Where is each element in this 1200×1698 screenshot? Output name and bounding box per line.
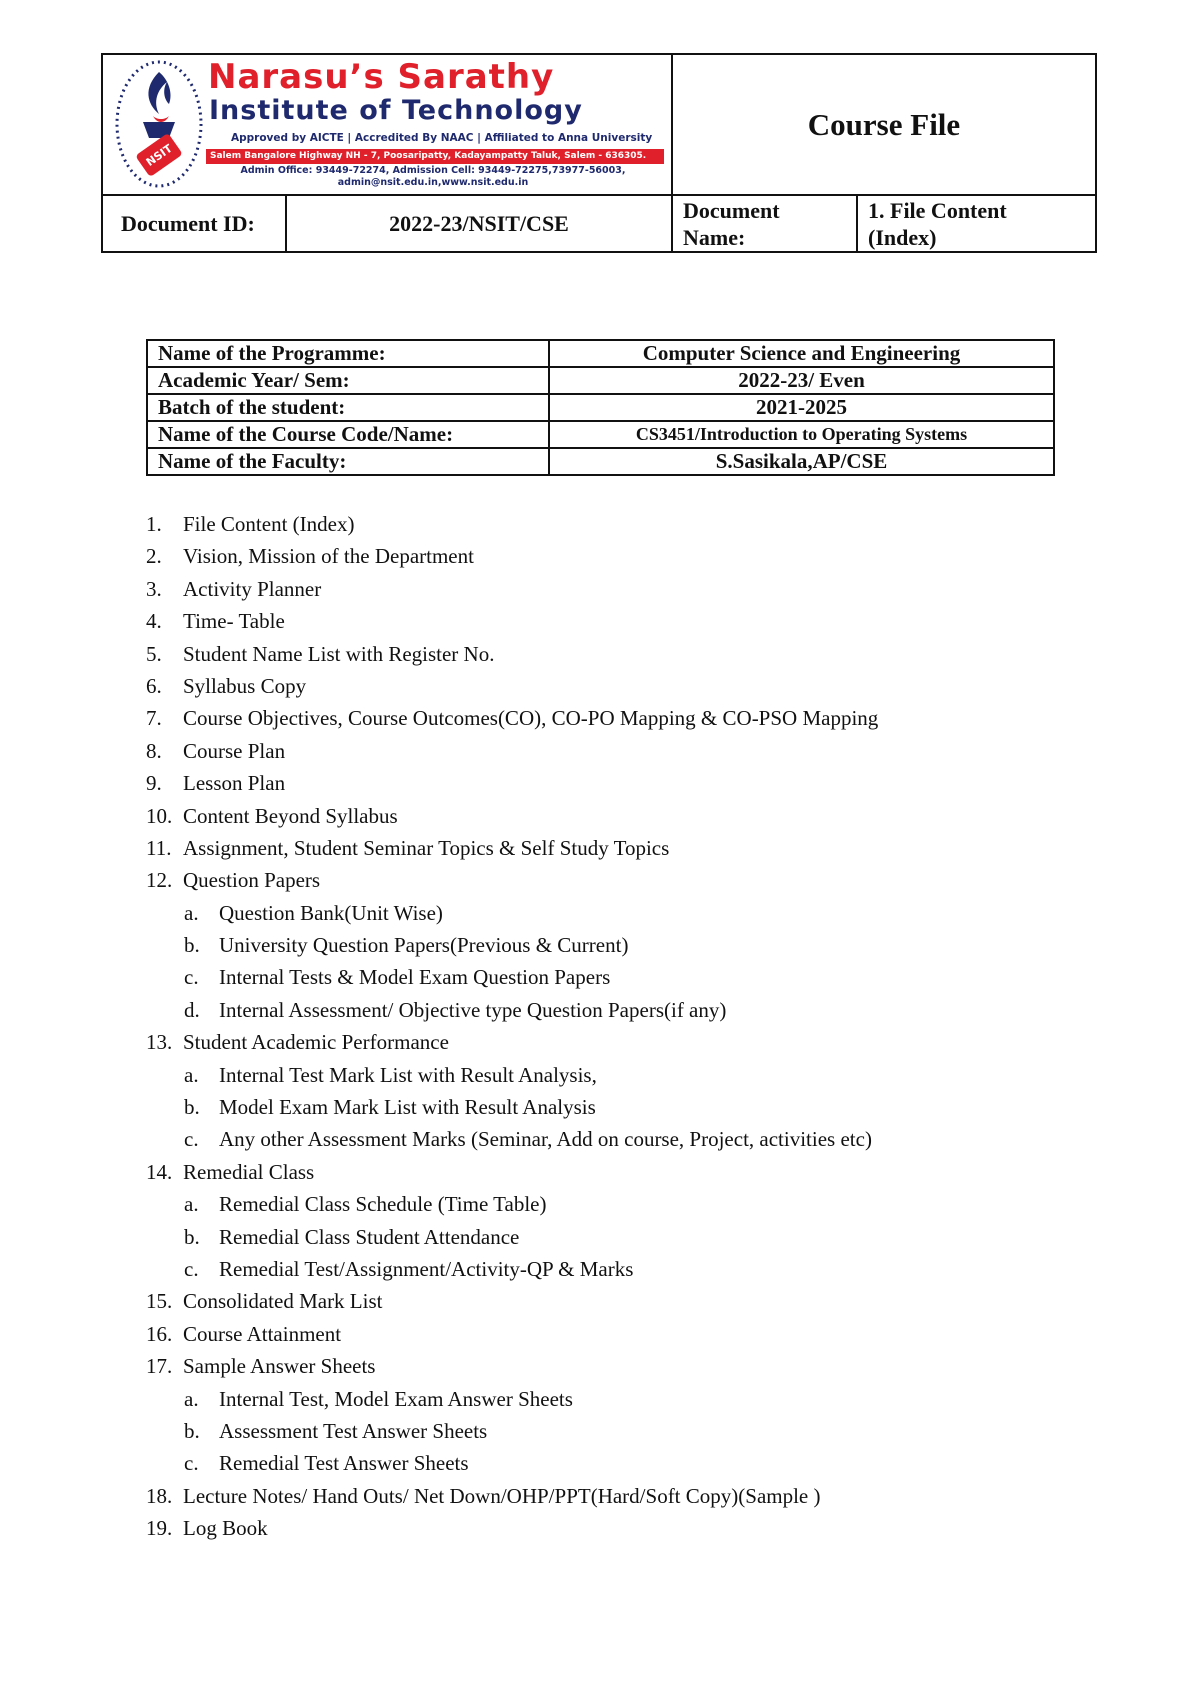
list-item-text: Internal Test, Model Exam Answer Sheets xyxy=(219,1386,573,1411)
list-item xyxy=(146,605,1146,637)
list-item-text: Content Beyond Syllabus xyxy=(183,803,398,828)
list-subitem xyxy=(146,1059,1146,1091)
list-item-number: b. xyxy=(184,1095,200,1120)
list-item xyxy=(146,670,1146,702)
info-row xyxy=(147,340,1054,367)
list-item-number: 19. xyxy=(146,1516,173,1541)
list-item-number: 9. xyxy=(146,771,162,796)
list-subitem xyxy=(146,1221,1146,1253)
list-item xyxy=(146,1480,1146,1512)
list-subitem xyxy=(146,1188,1146,1220)
info-label: Name of the Programme: xyxy=(147,340,549,367)
info-label: Batch of the student: xyxy=(147,394,549,421)
list-item-number: 8. xyxy=(146,738,162,763)
list-item-number: a. xyxy=(184,1386,199,1411)
list-subitem xyxy=(146,929,1146,961)
list-item-number: c. xyxy=(184,1256,199,1281)
info-label: Academic Year/ Sem: xyxy=(147,367,549,394)
list-item xyxy=(146,702,1146,734)
list-item-text: Model Exam Mark List with Result Analysis xyxy=(219,1095,596,1120)
info-value: S.Sasikala,AP/CSE xyxy=(549,448,1054,475)
list-item xyxy=(146,735,1146,767)
list-item xyxy=(146,1285,1146,1317)
list-item-text: Assignment, Student Seminar Topics & Self Study Topics xyxy=(183,835,670,860)
info-row xyxy=(147,394,1054,421)
list-item-number: 15. xyxy=(146,1289,173,1314)
info-row xyxy=(147,367,1054,394)
document-header-table xyxy=(101,53,1097,253)
list-item-text: Internal Tests & Model Exam Question Papers xyxy=(219,965,611,990)
list-item-number: 1. xyxy=(146,512,162,536)
list-item-number: b. xyxy=(184,1224,200,1249)
list-item-text: Course Plan xyxy=(183,738,286,763)
list-item-number: d. xyxy=(184,997,200,1022)
list-subitem xyxy=(146,961,1146,993)
list-item-text: Lecture Notes/ Hand Outs/ Net Down/OHP/PPT(Hard/Soft Copy)(Sample ) xyxy=(183,1483,821,1508)
list-item-number: b. xyxy=(184,1418,200,1443)
list-subitem xyxy=(146,1415,1146,1447)
list-item-text: Consolidated Mark List xyxy=(183,1289,383,1314)
list-item-text: Course Objectives, Course Outcomes(CO), CO-PO Mapping & CO-PSO Mapping xyxy=(183,706,879,731)
institute-address: Salem Bangalore Highway NH - 7, Poosaripatty, Kadayampatty Taluk, Salem - 636305. xyxy=(206,149,664,164)
list-subitem xyxy=(146,1091,1146,1123)
list-item xyxy=(146,832,1146,864)
list-subitem xyxy=(146,1383,1146,1415)
list-item-text: Vision, Mission of the Department xyxy=(183,544,474,569)
list-item-number: c. xyxy=(184,965,199,990)
list-item-text: Syllabus Copy xyxy=(183,673,307,698)
institute-approval: Approved by AICTE | Accredited By NAAC | Affiliated to Anna University xyxy=(231,132,653,144)
info-value: 2022-23/ Even xyxy=(549,367,1054,394)
contact-line-1: Admin Office: 93449-72274, Admission Cell: 93449-72275,73977-56003, xyxy=(240,165,626,176)
list-item-text: File Content (Index) xyxy=(183,512,355,536)
institute-name-line1: Narasu’s Sarathy xyxy=(208,57,555,97)
info-value: 2021-2025 xyxy=(549,394,1054,421)
document-name-label: Document Name: xyxy=(673,196,858,251)
list-item-text: Assessment Test Answer Sheets xyxy=(219,1418,488,1443)
list-subitem xyxy=(146,897,1146,929)
list-item-number: a. xyxy=(184,1062,199,1087)
list-item-text: Sample Answer Sheets xyxy=(183,1354,376,1379)
list-item-number: 13. xyxy=(146,1030,173,1055)
contact-line-2: admin@nsit.edu.in,www.nsit.edu.in xyxy=(337,177,529,188)
list-item xyxy=(146,1350,1146,1382)
course-info-table xyxy=(146,339,1055,476)
list-subitem xyxy=(146,1123,1146,1155)
info-label: Name of the Course Code/Name: xyxy=(147,421,549,448)
list-item-number: 11. xyxy=(146,835,172,860)
list-item xyxy=(146,540,1146,572)
list-item-number: c. xyxy=(184,1451,199,1476)
list-item-number: 4. xyxy=(146,609,162,634)
page-title: Course File xyxy=(807,106,961,142)
list-item-text: Remedial Test Answer Sheets xyxy=(219,1451,469,1476)
list-item xyxy=(146,1156,1146,1188)
list-item xyxy=(146,1318,1146,1350)
list-item-text: Remedial Class Student Attendance xyxy=(219,1224,520,1249)
file-contents-list xyxy=(146,508,1146,1545)
document-id-label: Document ID: xyxy=(103,196,287,251)
info-label: Name of the Faculty: xyxy=(147,448,549,475)
list-item-text: Time- Table xyxy=(183,609,285,634)
list-subitem xyxy=(146,1447,1146,1479)
list-item-number: a. xyxy=(184,1192,199,1217)
list-item xyxy=(146,1026,1146,1058)
list-item-text: Remedial Class xyxy=(183,1159,315,1184)
document-id-value: 2022-23/NSIT/CSE xyxy=(287,196,673,251)
list-item-number: a. xyxy=(184,900,199,925)
list-item-text: Student Name List with Register No. xyxy=(183,641,495,666)
list-item-number: 6. xyxy=(146,673,162,698)
info-row xyxy=(147,448,1054,475)
list-item-number: c. xyxy=(184,1127,199,1152)
info-row xyxy=(147,421,1054,448)
svg-text:NSIT: NSIT xyxy=(143,141,175,169)
info-value: Computer Science and Engineering xyxy=(549,340,1054,367)
list-item-number: 2. xyxy=(146,544,162,569)
list-item-text: Activity Planner xyxy=(183,576,322,601)
course-file-title-cell xyxy=(673,55,1095,196)
list-item-text: Question Papers xyxy=(183,868,321,893)
list-item-number: 10. xyxy=(146,803,173,828)
document-name-value: 1. File Content (Index) xyxy=(868,197,1007,250)
institute-name-line2: Institute of Technology xyxy=(209,95,583,126)
list-item xyxy=(146,573,1146,605)
list-item-number: 12. xyxy=(146,868,173,893)
list-item-text: Remedial Test/Assignment/Activity-QP & Marks xyxy=(219,1256,634,1281)
list-item-text: Student Academic Performance xyxy=(183,1030,449,1055)
list-item-text: Remedial Class Schedule (Time Table) xyxy=(219,1192,547,1217)
list-item-number: 16. xyxy=(146,1321,173,1346)
list-item-text: Internal Test Mark List with Result Analysis, xyxy=(219,1062,597,1087)
list-item-text: Course Attainment xyxy=(183,1321,342,1346)
list-item-text: Lesson Plan xyxy=(183,771,286,796)
list-item-text: Log Book xyxy=(183,1516,268,1541)
list-item-number: 18. xyxy=(146,1483,173,1508)
institute-logo-block xyxy=(103,55,673,196)
list-item-text: Question Bank(Unit Wise) xyxy=(219,900,443,925)
list-item xyxy=(146,767,1146,799)
list-item xyxy=(146,638,1146,670)
list-item-number: b. xyxy=(184,933,200,958)
list-item-number: 5. xyxy=(146,641,162,666)
list-item-number: 17. xyxy=(146,1354,173,1379)
list-item-number: 7. xyxy=(146,706,162,731)
list-item xyxy=(146,1512,1146,1544)
list-subitem xyxy=(146,994,1146,1026)
list-item-number: 3. xyxy=(146,576,162,601)
info-value: CS3451/Introduction to Operating Systems xyxy=(549,421,1054,448)
institute-contact xyxy=(223,165,643,189)
list-item-text: Any other Assessment Marks (Seminar, Add on course, Project, activities etc) xyxy=(219,1127,872,1152)
list-item-text: Internal Assessment/ Objective type Question Papers(if any) xyxy=(219,997,727,1022)
list-item xyxy=(146,864,1146,896)
list-item xyxy=(146,800,1146,832)
list-item-number: 14. xyxy=(146,1159,173,1184)
list-item-text: University Question Papers(Previous & Current) xyxy=(219,933,629,958)
list-subitem xyxy=(146,1253,1146,1285)
institute-logo-icon xyxy=(113,58,205,190)
list-item xyxy=(146,508,1146,540)
